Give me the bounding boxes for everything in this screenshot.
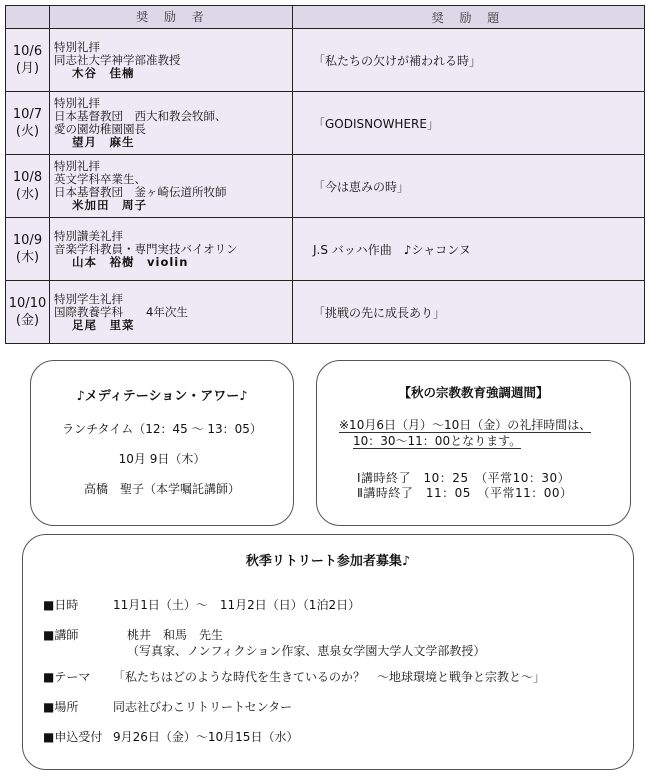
speaker-cell (50, 29, 293, 92)
retreat-place-row (43, 699, 292, 715)
speaker-name: 木谷 佳楠 (72, 65, 135, 80)
weekday: (火) (15, 124, 40, 139)
speaker-info-line: 特別学生礼拝 (54, 291, 123, 306)
retreat-place-value: 同志社びわこリトリートセンター (113, 700, 293, 714)
table-row (6, 218, 645, 281)
meditation-date: 10月 9日（木） (118, 452, 206, 466)
date: 10/6 (12, 44, 43, 59)
weekday: (木) (15, 250, 40, 265)
date-cell (6, 29, 50, 92)
speaker-info-line: 特別礼拝 (54, 159, 100, 173)
retreat-application-row (43, 729, 298, 745)
retreat-date-key: ■日時 (43, 598, 79, 612)
week-period-1: Ⅰ講時終了 10：25 （平常10：30） (357, 471, 571, 485)
sermon-title: 「GODISNOWHERE」 (293, 92, 645, 155)
speaker-info-line: 特別礼拝 (54, 39, 100, 54)
speaker-info-line: 日本基督教団 釜ヶ崎伝道所牧師 (54, 185, 227, 199)
retreat-application-key: ■申込受付 (43, 730, 103, 744)
retreat-lecturer-key: ■講師 (43, 628, 79, 642)
table-row (6, 155, 645, 218)
speaker-cell (50, 92, 293, 155)
retreat-theme-row (43, 669, 545, 685)
speaker-cell (50, 281, 293, 344)
speaker-info-line: 日本基督教団 西大和教会牧師、 (54, 109, 227, 123)
weekday: (水) (15, 187, 40, 202)
week-title: 【秋の宗教教育強調週間】 (398, 385, 549, 400)
speaker-info-line: 英文学科卒業生、 (54, 172, 146, 186)
sermon-title: 「私たちの欠けが補われる時」 (293, 29, 645, 92)
table-header-row (6, 6, 645, 29)
week-periods (357, 471, 630, 501)
retreat-lecturer-row (43, 627, 485, 659)
date: 10/8 (12, 170, 43, 185)
speaker-name: 山本 裕樹 violin (72, 254, 189, 269)
speaker-info-line: 同志社大学神学部准教授 (54, 52, 181, 67)
speaker-name: 足尾 里菜 (72, 317, 135, 332)
retreat-theme-key: ■テーマ (43, 670, 91, 684)
retreat-date-value: 11月1日（土）～ 11月2日（日）（1泊2日） (113, 598, 361, 612)
week-note-line1: ※10月6日（月）～10日（金）の礼拝時間は、 (339, 418, 592, 432)
speaker-info-line: 特別礼拝 (54, 96, 100, 110)
table-row (6, 29, 645, 92)
religious-week-box (316, 360, 631, 526)
date-cell (6, 281, 50, 344)
header-speaker: 奨 励 者 (50, 6, 293, 29)
retreat-application-value: 9月26日（金）～10月15日（水） (113, 730, 299, 744)
speaker-info-line: 国際教養学科 4年次生 (54, 304, 188, 319)
date: 10/7 (12, 107, 43, 122)
date-cell (6, 155, 50, 218)
speaker-name: 米加田 周子 (72, 198, 147, 212)
sermon-title: 「今は恵みの時」 (293, 155, 645, 218)
retreat-lecturer-profile: （写真家、ノンフィクション作家、恵泉女学園大学人文学部教授） (127, 644, 486, 658)
retreat-lecturer-value: 桃井 和馬 先生 (127, 628, 224, 642)
week-period-2: Ⅱ講時終了 11：05 （平常11：00） (357, 486, 573, 500)
week-note-line2: 10：30～11：00となります。 (353, 434, 522, 448)
sermon-title: 「挑戦の先に成長あり」 (293, 281, 645, 344)
schedule-table (5, 5, 645, 344)
retreat-date-row (43, 597, 360, 613)
header-date (6, 6, 50, 29)
table-row (6, 92, 645, 155)
meditation-hour-box (30, 360, 294, 526)
week-note (339, 417, 630, 449)
speaker-cell (50, 218, 293, 281)
date: 10/10 (8, 296, 47, 311)
retreat-place-key: ■場所 (43, 700, 79, 714)
sermon-title: J.S バッハ作曲 ♪シャコンヌ (293, 218, 645, 281)
speaker-name: 望月 麻生 (72, 135, 135, 149)
date-cell (6, 218, 50, 281)
meditation-title: ♪メディテーション・アワー♪ (76, 389, 248, 404)
header-title: 奨 励 題 (293, 6, 645, 29)
weekday: (金) (15, 313, 40, 328)
speaker-info-line: 愛の園幼稚園園長 (54, 122, 146, 136)
weekday: (月) (15, 61, 40, 76)
speaker-info-line: 特別讃美礼拝 (54, 228, 123, 243)
table-row (6, 281, 645, 344)
retreat-box (22, 534, 634, 770)
speaker-info-line: 音楽学科教員・専門実技バイオリン (54, 241, 238, 256)
meditation-time: ランチタイム（12：45 ～ 13：05） (62, 422, 262, 436)
date: 10/9 (12, 233, 43, 248)
meditation-speaker: 高橋 聖子（本学嘱託講師） (83, 482, 240, 496)
retreat-theme-value: 「私たちはどのような時代を生きているのか？ ～地球環境と戦争と宗教と～」 (113, 670, 546, 684)
retreat-title: 秋季リトリート参加者募集♪ (245, 554, 411, 569)
date-cell (6, 92, 50, 155)
speaker-cell (50, 155, 293, 218)
